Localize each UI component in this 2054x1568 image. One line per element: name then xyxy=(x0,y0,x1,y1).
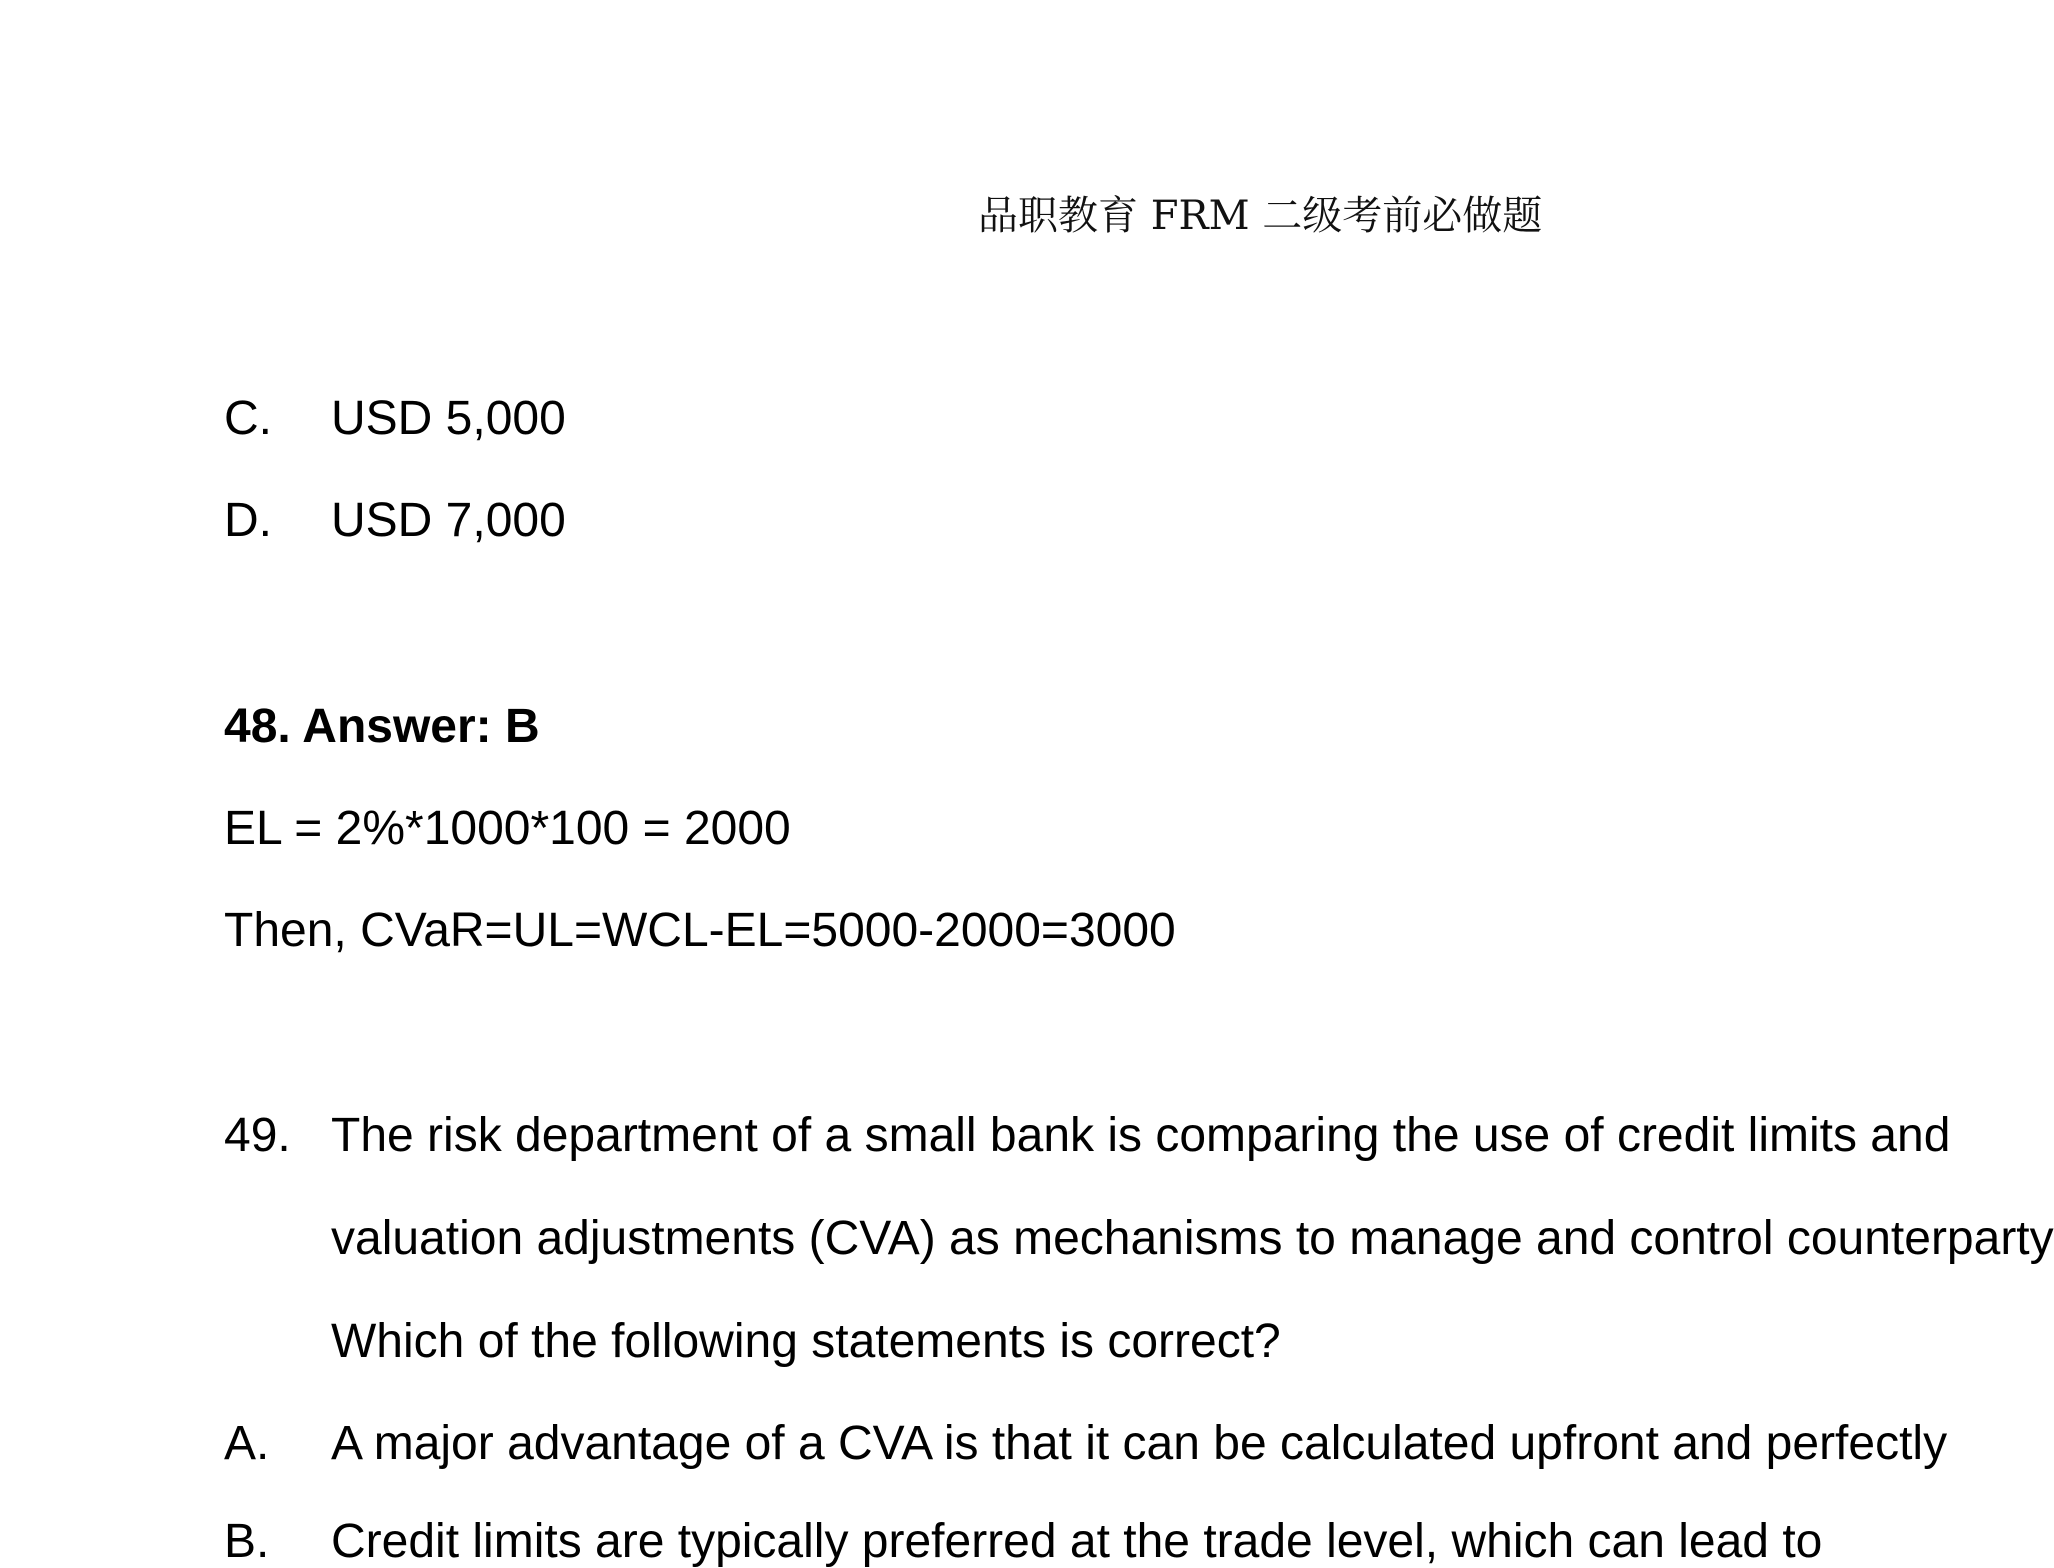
question-stem-line: valuation adjustments (CVA) as mechanisms to manage and control counterparty xyxy=(331,1212,2054,1265)
answer-explanation-line: Then, CVaR=UL=WCL-EL=5000-2000=3000 xyxy=(224,904,1176,957)
question-number: 49. xyxy=(224,1109,291,1162)
answer-heading: 48. Answer: B xyxy=(224,700,540,753)
option-letter-a: A. xyxy=(224,1417,270,1470)
option-letter-d: D. xyxy=(224,494,272,547)
option-text-d: USD 7,000 xyxy=(331,494,566,547)
option-text-c: USD 5,000 xyxy=(331,392,566,445)
option-text-b: Credit limits are typically preferred at the trade level, which can lead to xyxy=(331,1515,1823,1568)
question-stem-line: The risk department of a small bank is comparing the use of credit limits and xyxy=(331,1109,1951,1162)
option-letter-b: B. xyxy=(224,1515,270,1568)
option-text-a: A major advantage of a CVA is that it can be calculated upfront and perfectly xyxy=(331,1417,1948,1470)
question-stem-line: Which of the following statements is correct? xyxy=(331,1315,1281,1368)
answer-explanation-line: EL = 2%*1000*100 = 2000 xyxy=(224,802,791,855)
page-header: 品职教育 FRM 二级考前必做题 xyxy=(978,193,1543,239)
option-letter-c: C. xyxy=(224,392,272,445)
